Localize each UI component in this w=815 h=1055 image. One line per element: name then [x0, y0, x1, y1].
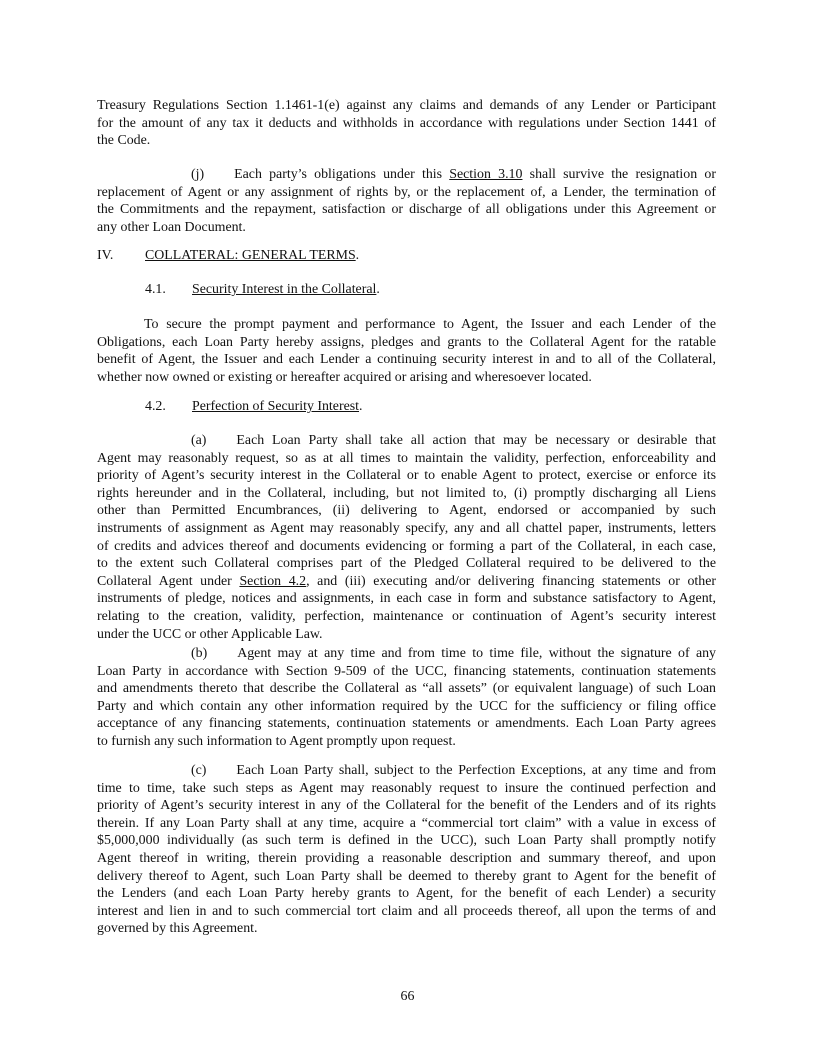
- paragraph-4-1: [97, 316, 716, 386]
- text-line: therein. If any Loan Party shall at any time, acquire a “commercial tort claim” with a value in excess of: [97, 815, 716, 831]
- text-line: acceptance of any financing statements, continuation statements or amendments. Each Loan Party agrees: [97, 716, 716, 732]
- text-line: replacement of Agent or any assignment of rights by, or the replacement of, a Lender, the termination of: [97, 184, 716, 200]
- text-line: To secure the prompt payment and performance to Agent, the Issuer and each Lender of the: [144, 317, 716, 332]
- article-title: COLLATERAL: GENERAL TERMS: [145, 248, 356, 263]
- section-number: 4.2.: [145, 399, 166, 414]
- text-segment: Each Loan Party shall take all action that may be necessary or desirable that: [236, 433, 716, 448]
- paragraph-a: [97, 432, 716, 643]
- punctuation: .: [376, 282, 380, 297]
- paragraph-b: [97, 645, 716, 751]
- text-line: benefit of Agent, the Issuer and each Lender a continuing security interest in and to all of the Collateral,: [97, 352, 716, 368]
- text-line: the Commitments and the repayment, satisfaction or discharge of all obligations under this Agreement or: [97, 202, 716, 218]
- text-line: priority of Agent’s security interest in the Collateral or to enable Agent to protect, exercise or enforce its: [97, 468, 716, 484]
- clause-label: (j): [191, 167, 205, 182]
- punctuation: .: [355, 248, 360, 263]
- text-line: the Lenders (and each Loan Party hereby grants to Agent, for the benefit of each Lender) a security: [97, 886, 716, 902]
- text-line: Loan Party in accordance with Section 9-509 of the UCC, financing statements, continuation statements: [97, 663, 716, 679]
- section-heading-4-2: [145, 398, 166, 416]
- text-segment: Agent may at any time and from time to time file, without the signature of any: [237, 646, 716, 661]
- section-number: 4.1.: [145, 282, 166, 297]
- text-line: instruments of pledge, notices and assignments, in each case in form and substance satisfactory to Agent,: [97, 591, 716, 607]
- article-title-wrap: [145, 247, 359, 265]
- text-line: Obligations, each Loan Party hereby assigns, pledges and grants to the Collateral Agent for the ratable: [97, 334, 716, 350]
- text-line: whether now owned or existing or hereafter acquired or arising and wheresoever located.: [97, 369, 592, 385]
- article-heading: [97, 247, 113, 265]
- text-line: Agent may reasonably request, so as at all times to maintain the validity, perfection, enforceability and: [97, 450, 716, 466]
- clause-label: (b): [191, 646, 208, 661]
- section-title-wrap: [192, 281, 380, 299]
- section-heading-4-1: [145, 281, 166, 299]
- text-line: under the UCC or other Applicable Law.: [97, 626, 323, 642]
- text-line: and amendments thereto that describe the Collateral as “all assets” (or equivalent language) of such Loan: [97, 681, 716, 697]
- section-reference-link[interactable]: Section 3.10: [449, 167, 523, 182]
- text-line: rights hereunder and in the Collateral, including, but not limited to, (i) promptly discharging all Liens: [97, 485, 716, 501]
- punctuation: .: [359, 399, 363, 414]
- text-line: of credits and advices thereof and documents evidencing or forming a part of the Collateral, in each case,: [97, 538, 716, 554]
- text-line: delivery thereof to Agent, such Loan Party shall be deemed to thereby grant to Agent for the benefit of: [97, 868, 716, 884]
- article-number: IV.: [97, 248, 114, 263]
- text-line: priority of Agent’s security interest in any of the Collateral for the benefit of the Lenders and of its rights: [97, 798, 716, 814]
- text-segment: Each party’s obligations under this: [234, 167, 450, 182]
- page-number: 66: [400, 989, 415, 1004]
- section-reference-link[interactable]: Section 4.2: [239, 573, 307, 589]
- text-line: governed by this Agreement.: [97, 921, 258, 937]
- text-line: Party and which contain any other information required by the UCC for the sufficiency or filing office: [97, 698, 716, 714]
- text-line: $5,000,000 individually (as such term is defined in the UCC), such Loan Party shall promptly notify: [97, 833, 716, 849]
- text-line: instruments of assignment as Agent may reasonably specify, any and all chattel paper, instruments, letters: [97, 520, 716, 536]
- text-segment: shall survive the resignation or: [522, 167, 716, 182]
- section-title-wrap: [192, 398, 363, 416]
- text-line: the Code.: [97, 133, 151, 149]
- text-line: Agent thereof in writing, therein providing a reasonable description and summary thereof, and upon: [97, 850, 716, 866]
- section-title: Security Interest in the Collateral: [192, 282, 377, 297]
- text-line: to furnish any such information to Agent promptly upon request.: [97, 733, 456, 749]
- text-segment: , and (iii) executing and/or delivering financing statements or other: [306, 573, 716, 589]
- text-line: Treasury Regulations Section 1.1461-1(e) against any claims and demands of any Lender or Participant: [97, 98, 716, 113]
- text-segment: Each Loan Party shall, subject to the Perfection Exceptions, at any time and from: [236, 763, 716, 778]
- text-line: for the amount of any tax it deducts and withholds in accordance with regulations under Section 1441 of: [97, 115, 716, 131]
- clause-label: (a): [191, 433, 207, 448]
- paragraph-c: [97, 762, 716, 938]
- text-segment: Collateral Agent under: [97, 573, 240, 589]
- text-line: relating to the creation, validity, perfection, maintenance or continuation of Agent’s security interest: [97, 608, 716, 624]
- section-title: Perfection of Security Interest: [192, 399, 360, 414]
- text-line: time to time, take such steps as Agent may reasonably request to insure the continued perfection and: [97, 780, 716, 796]
- paragraph-j: [97, 166, 716, 236]
- text-line: interest and lien in and to such commercial tort claim and all proceeds thereof, all upon the terms of and: [97, 903, 716, 919]
- paragraph-continuation: [97, 97, 716, 150]
- text-line: any other Loan Document.: [97, 219, 246, 235]
- text-line: to the extent such Collateral comprises part of the Pledged Collateral required to be delivered to the: [97, 556, 716, 572]
- clause-label: (c): [191, 763, 207, 778]
- text-line: other than Permitted Encumbrances, (ii) delivering to Agent, endorsed or accompanied by such: [97, 503, 716, 519]
